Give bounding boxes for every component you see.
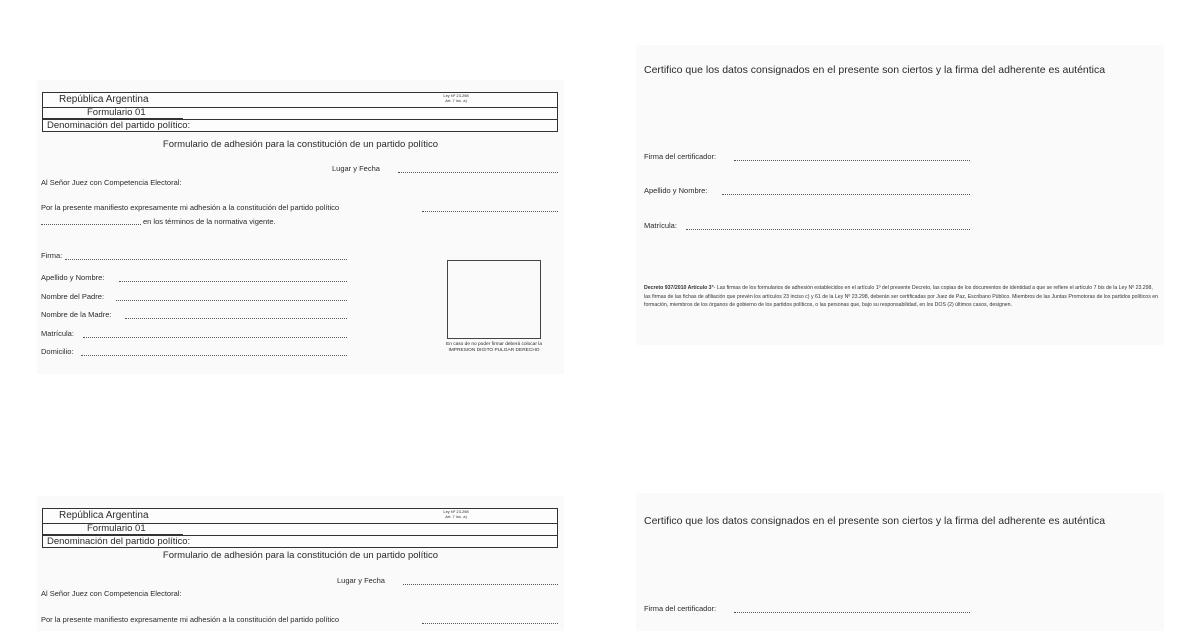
party-name-label: Denominación del partido político: [47, 120, 191, 131]
address-field[interactable] [81, 355, 347, 356]
certifier-name-label: Apellido y Nombre: [644, 186, 708, 195]
father-label: Nombre del Padre: [41, 292, 104, 301]
address-label: Domicilio: [41, 347, 74, 356]
addressee-label: Al Señor Juez con Competencia Electoral: [41, 178, 182, 187]
form-number-2: Formulario 01 [87, 523, 146, 534]
signature-field[interactable] [65, 259, 347, 260]
place-date-label: Lugar y Fecha [332, 164, 380, 173]
addressee-label-2: Al Señor Juez con Competencia Electoral: [41, 589, 182, 598]
certifier-signature-label: Firma del certificador: [644, 152, 717, 161]
mother-label: Nombre de la Madre: [41, 310, 112, 319]
law-reference-2: Ley Nº 23.298 Art. 7 inc. a) [443, 509, 469, 519]
statement-end: en los términos de la normativa vigente. [143, 217, 276, 226]
name-field[interactable] [119, 281, 347, 282]
place-date-field[interactable] [398, 172, 558, 173]
form-back-page-2 [636, 493, 1164, 631]
thumbprint-box[interactable] [447, 260, 541, 339]
statement-text: Por la presente manifiesto expresamente mi adhesión a la constitución del partido político [41, 203, 340, 212]
decree-paragraph [644, 284, 1160, 310]
certifier-signature-label-2: Firma del certificador: [644, 604, 717, 613]
place-date-label-2: Lugar y Fecha [337, 576, 385, 585]
certification-text-2: Certifico que los datos consignados en el presente son ciertos y la firma del adherente es auténtica [644, 515, 1106, 527]
certifier-signature-field[interactable] [734, 160, 970, 161]
place-date-field-2[interactable] [403, 584, 558, 585]
certifier-registration-field[interactable] [686, 229, 970, 230]
form-title: Formulario de adhesión para la constitución de un partido político [162, 139, 439, 150]
form-front-page [37, 80, 564, 374]
form-back-page [636, 45, 1164, 345]
party-name-field-3[interactable] [422, 623, 558, 624]
party-name-field-cont[interactable] [41, 224, 141, 225]
certifier-signature-field-2[interactable] [734, 612, 970, 613]
statement-text-2: Por la presente manifiesto expresamente mi adhesión a la constitución del partido político [41, 615, 340, 624]
certifier-name-field[interactable] [722, 194, 970, 195]
country-label: República Argentina [59, 94, 149, 105]
thumbprint-caption: En caso de no poder firmar deberá colocar la IMPRESION DIGITO PULGAR DERECHO [446, 342, 542, 353]
decree-text: - Las firmas de los formularios de adhesión establecidos en el artículo 1º del presente Decreto, las copias de los documentos de identidad a que se refiere el artículo 7 bis de la Ley Nº 23.298, las firmas de las fichas de afiliación que prevén los artículos 23 inciso c) y 61 de la Ley Nº 23.298, deberán ser certificadas por Juez de Paz, Escribano Público. Miembros de las Juntas Promotoras de los partidos políticos en formación, miembros de los órganos de gobierno de los partidos políticos, o las personas que, bajo su responsabilidad, en los DOS (2) últimos casos, designen. [644, 285, 1158, 309]
country-label-2: República Argentina [59, 510, 149, 521]
form-number: Formulario 01 [87, 107, 146, 118]
form-header-2 [42, 508, 558, 548]
party-name-label-2: Denominación del partido político: [47, 536, 191, 547]
registration-label: Matrícula: [41, 329, 74, 338]
father-field[interactable] [116, 300, 347, 301]
signature-label: Firma: [41, 251, 63, 260]
registration-field[interactable] [83, 337, 347, 338]
decree-title: Decreto 937/2010 Artículo 3° [644, 285, 714, 291]
certifier-registration-label: Matrícula: [644, 221, 677, 230]
name-label: Apellido y Nombre: [41, 273, 105, 282]
certification-text: Certifico que los datos consignados en el presente son ciertos y la firma del adherente es auténtica [644, 64, 1106, 76]
form-front-page-2 [37, 496, 564, 631]
form-title-2: Formulario de adhesión para la constitución de un partido político [162, 550, 439, 561]
form-header [42, 92, 558, 132]
party-name-field[interactable] [422, 211, 558, 212]
law-reference: Ley Nº 23.298 Art. 7 inc. a) [443, 93, 469, 103]
mother-field[interactable] [125, 318, 347, 319]
